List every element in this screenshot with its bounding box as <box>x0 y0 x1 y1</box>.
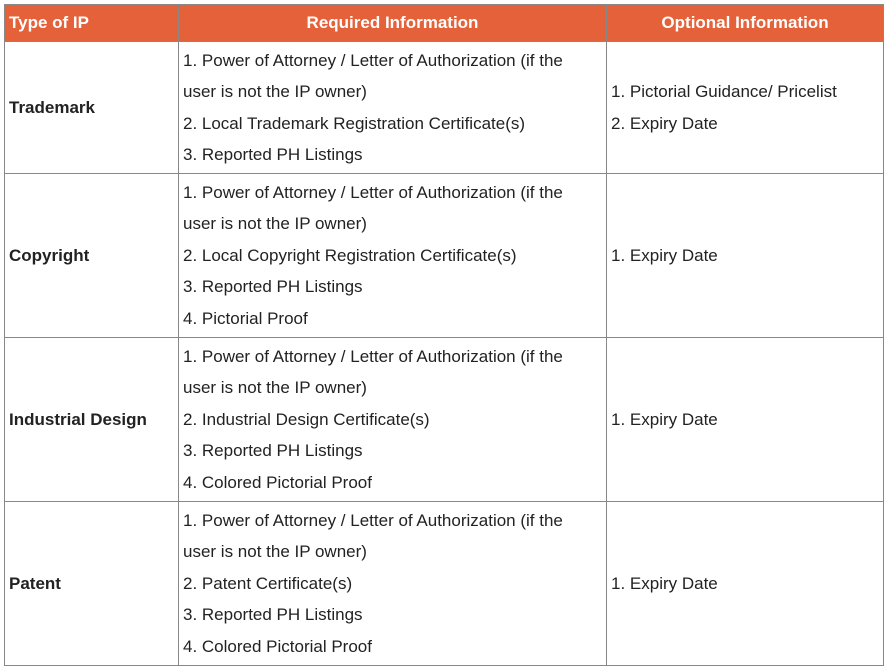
ip-type-cell: Industrial Design <box>5 338 179 502</box>
required-item: 4. Colored Pictorial Proof <box>183 636 372 656</box>
header-required-information: Required Information <box>179 5 607 42</box>
header-type-of-ip: Type of IP <box>5 5 179 42</box>
optional-info-cell <box>607 338 884 502</box>
table-row <box>5 174 884 338</box>
optional-item: 2. Expiry Date <box>611 113 718 133</box>
ip-type-cell: Patent <box>5 502 179 666</box>
ip-requirements-table <box>4 4 884 666</box>
required-item: user is not the IP owner) <box>183 82 367 101</box>
required-item: 3. Reported PH Listings <box>183 145 363 164</box>
optional-item: 1. Expiry Date <box>611 245 718 265</box>
optional-info-cell <box>607 502 884 666</box>
optional-item: 1. Expiry Date <box>611 573 718 593</box>
header-optional-information: Optional Information <box>607 5 884 42</box>
optional-item: 1. Pictorial Guidance/ Pricelist <box>611 82 837 101</box>
required-item: 2. Patent Certificate(s) <box>183 573 353 593</box>
required-item: 3. Reported PH Listings <box>183 605 363 625</box>
optional-item: 1. Expiry Date <box>611 409 718 429</box>
table-row <box>5 338 884 502</box>
required-info-cell <box>179 338 607 502</box>
required-item: user is not the IP owner) <box>183 378 367 398</box>
table-header-row <box>5 5 884 42</box>
required-info-cell <box>179 174 607 338</box>
required-item: 3. Reported PH Listings <box>183 441 363 461</box>
required-info-cell <box>179 502 607 666</box>
required-item: 4. Pictorial Proof <box>183 308 308 328</box>
required-item: 1. Power of Attorney / Letter of Authorization (if the <box>183 510 563 530</box>
ip-type-cell: Trademark <box>5 42 179 174</box>
required-item: 2. Local Trademark Registration Certificate(s) <box>183 113 526 133</box>
required-item: user is not the IP owner) <box>183 542 367 562</box>
required-item: 2. Local Copyright Registration Certificate(s) <box>183 245 517 265</box>
optional-info-cell <box>607 174 884 338</box>
required-item: 1. Power of Attorney / Letter of Authorization (if the <box>183 182 563 202</box>
required-item: 2. Industrial Design Certificate(s) <box>183 409 430 429</box>
required-item: 3. Reported PH Listings <box>183 277 363 297</box>
required-info-cell <box>179 42 607 174</box>
ip-type-cell: Copyright <box>5 174 179 338</box>
required-item: 1. Power of Attorney / Letter of Authorization (if the <box>183 50 563 70</box>
optional-info-cell <box>607 42 884 174</box>
table-row <box>5 42 884 174</box>
required-item: 1. Power of Attorney / Letter of Authorization (if the <box>183 346 563 366</box>
required-item: user is not the IP owner) <box>183 214 367 234</box>
table-row <box>5 502 884 666</box>
required-item: 4. Colored Pictorial Proof <box>183 472 372 492</box>
